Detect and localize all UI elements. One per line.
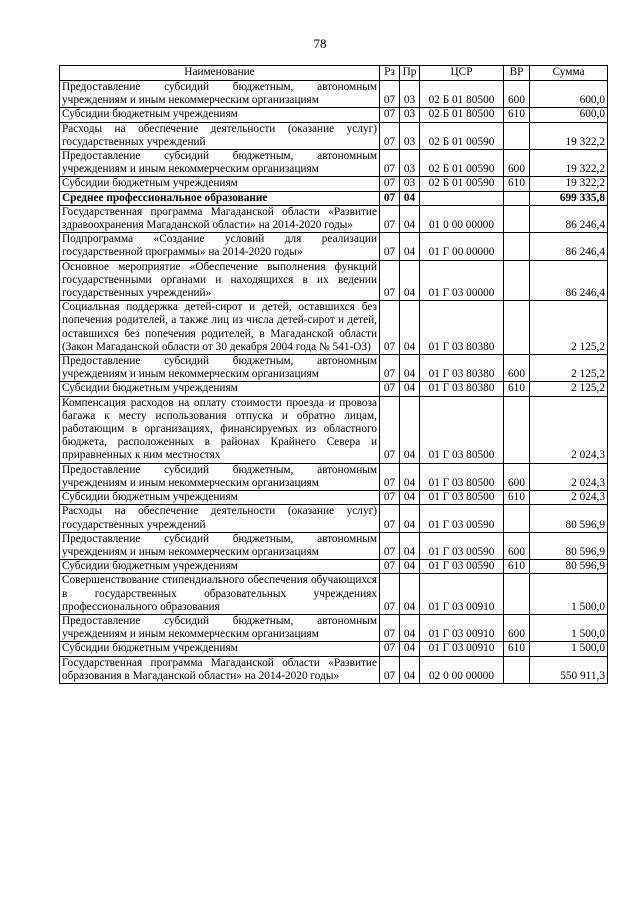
table-row: [60, 642, 608, 656]
cell-sum: 1 500,0: [530, 574, 608, 615]
cell-csr: 01 Г 00 00000: [420, 233, 504, 260]
table-row: [60, 396, 608, 463]
cell-sum: 19 322,2: [530, 122, 608, 149]
cell-vr: [504, 191, 530, 205]
cell-csr: 01 0 00 00000: [420, 205, 504, 232]
cell-name: Расходы на обеспечение деятельности (оказание услуг) государственных учреждений: [60, 122, 380, 149]
page-number: 78: [313, 36, 327, 51]
cell-csr: 01 Г 03 80500: [420, 396, 504, 463]
table-row: [60, 532, 608, 559]
cell-sum: 80 596,9: [530, 532, 608, 559]
table-row: [60, 382, 608, 396]
table-row: [60, 355, 608, 382]
cell-vr: 610: [504, 177, 530, 191]
cell-rz: 07: [380, 260, 400, 301]
cell-pr: 04: [400, 205, 420, 232]
cell-vr: 600: [504, 150, 530, 177]
cell-csr: 01 Г 03 00000: [420, 260, 504, 301]
table-row: [60, 150, 608, 177]
budget-table: [59, 65, 608, 684]
cell-pr: 04: [400, 491, 420, 505]
cell-pr: 04: [400, 642, 420, 656]
cell-name: Социальная поддержка детей-сирот и детей, оставшихся без попечения родителей, а также лиц из числа детей-сирот и детей, оставшихся без попечения родителей, в Магаданской области (Закон Магаданской области от 30 декабря 2004 года № 541-ОЗ): [60, 301, 380, 355]
table-row: [60, 81, 608, 108]
cell-sum: 1 500,0: [530, 642, 608, 656]
cell-vr: [504, 233, 530, 260]
cell-pr: 04: [400, 396, 420, 463]
cell-pr: 03: [400, 177, 420, 191]
cell-rz: 07: [380, 642, 400, 656]
cell-vr: [504, 396, 530, 463]
cell-pr: 04: [400, 260, 420, 301]
cell-rz: 07: [380, 463, 400, 490]
cell-rz: 07: [380, 491, 400, 505]
header-sum: Сумма: [530, 66, 608, 81]
cell-name: Расходы на обеспечение деятельности (оказание услуг) государственных учреждений: [60, 505, 380, 532]
header-vr: ВР: [504, 66, 530, 81]
table-row: [60, 560, 608, 574]
cell-vr: 600: [504, 81, 530, 108]
cell-name: Среднее профессиональное образование: [60, 191, 380, 205]
cell-vr: 600: [504, 463, 530, 490]
cell-pr: 03: [400, 108, 420, 122]
cell-name: Предоставление субсидий бюджетным, автономным учреждениям и иным некоммерческим организациям: [60, 614, 380, 641]
cell-rz: 07: [380, 233, 400, 260]
table-row: [60, 191, 608, 205]
cell-rz: 07: [380, 560, 400, 574]
cell-vr: [504, 122, 530, 149]
cell-name: Компенсация расходов на оплату стоимости проезда и провоза багажа к месту использования отпуска и обратно лицам, работающим в организациях, финансируемых из областного бюджета, расположенных в районах Крайнего Севера и приравненных к ним местностях: [60, 396, 380, 463]
cell-sum: 600,0: [530, 108, 608, 122]
table-row: [60, 656, 608, 683]
cell-name: Субсидии бюджетным учреждениям: [60, 491, 380, 505]
table-row: [60, 463, 608, 490]
cell-sum: 86 246,4: [530, 233, 608, 260]
cell-sum: 2 125,2: [530, 382, 608, 396]
cell-pr: 04: [400, 301, 420, 355]
cell-rz: 07: [380, 614, 400, 641]
cell-rz: 07: [380, 150, 400, 177]
cell-csr: 02 Б 01 00590: [420, 177, 504, 191]
cell-pr: 04: [400, 233, 420, 260]
cell-sum: 2 024,3: [530, 491, 608, 505]
header-name: Наименование: [60, 66, 380, 81]
table-row: [60, 177, 608, 191]
cell-name: Предоставление субсидий бюджетным, автономным учреждениям и иным некоммерческим организациям: [60, 463, 380, 490]
table-row: [60, 614, 608, 641]
cell-csr: 02 0 00 00000: [420, 656, 504, 683]
table-row: [60, 505, 608, 532]
cell-vr: 600: [504, 614, 530, 641]
cell-pr: 03: [400, 150, 420, 177]
cell-vr: [504, 574, 530, 615]
cell-name: Субсидии бюджетным учреждениям: [60, 108, 380, 122]
cell-csr: 01 Г 03 80380: [420, 355, 504, 382]
cell-sum: 600,0: [530, 81, 608, 108]
cell-name: Подпрограмма «Создание условий для реализации государственной программы» на 2014-2020 годы»: [60, 233, 380, 260]
cell-vr: [504, 205, 530, 232]
cell-vr: [504, 301, 530, 355]
cell-sum: 80 596,9: [530, 505, 608, 532]
cell-vr: 600: [504, 532, 530, 559]
cell-vr: 610: [504, 642, 530, 656]
cell-csr: 01 Г 03 00910: [420, 574, 504, 615]
cell-pr: 04: [400, 382, 420, 396]
cell-pr: 04: [400, 505, 420, 532]
cell-rz: 07: [380, 656, 400, 683]
cell-pr: 03: [400, 81, 420, 108]
table-row: [60, 108, 608, 122]
cell-rz: 07: [380, 505, 400, 532]
cell-rz: 07: [380, 532, 400, 559]
table-row: [60, 574, 608, 615]
cell-csr: 02 Б 01 00590: [420, 122, 504, 149]
cell-pr: 04: [400, 463, 420, 490]
header-csr: ЦСР: [420, 66, 504, 81]
cell-pr: 04: [400, 656, 420, 683]
cell-sum: 2 024,3: [530, 396, 608, 463]
cell-name: Основное мероприятие «Обеспечение выполнения функций государственными органами и находящихся в их ведении государственных учреждений»: [60, 260, 380, 301]
cell-vr: 600: [504, 355, 530, 382]
cell-vr: [504, 656, 530, 683]
cell-pr: 04: [400, 560, 420, 574]
cell-csr: 01 Г 03 80380: [420, 301, 504, 355]
cell-pr: 04: [400, 191, 420, 205]
cell-sum: 86 246,4: [530, 205, 608, 232]
cell-sum: 19 322,2: [530, 150, 608, 177]
cell-name: Субсидии бюджетным учреждениям: [60, 177, 380, 191]
table-row: [60, 260, 608, 301]
table-row: [60, 491, 608, 505]
cell-sum: 2 125,2: [530, 301, 608, 355]
cell-rz: 07: [380, 355, 400, 382]
cell-rz: 07: [380, 122, 400, 149]
cell-name: Предоставление субсидий бюджетным, автономным учреждениям и иным некоммерческим организациям: [60, 150, 380, 177]
cell-vr: [504, 260, 530, 301]
cell-sum: 550 911,3: [530, 656, 608, 683]
table-row: [60, 122, 608, 149]
cell-csr: 02 Б 01 00590: [420, 150, 504, 177]
cell-rz: 07: [380, 574, 400, 615]
cell-name: Предоставление субсидий бюджетным, автономным учреждениям и иным некоммерческим организациям: [60, 81, 380, 108]
cell-csr: 01 Г 03 80500: [420, 463, 504, 490]
cell-pr: 04: [400, 574, 420, 615]
cell-sum: 86 246,4: [530, 260, 608, 301]
cell-sum: 2 125,2: [530, 355, 608, 382]
header-rz: Рз: [380, 66, 400, 81]
cell-rz: 07: [380, 301, 400, 355]
header-pr: Пр: [400, 66, 420, 81]
cell-name: Субсидии бюджетным учреждениям: [60, 560, 380, 574]
cell-csr: 01 Г 03 80500: [420, 491, 504, 505]
cell-name: Государственная программа Магаданской области «Развитие здравоохранения Магаданской области» на 2014-2020 годы»: [60, 205, 380, 232]
cell-pr: 04: [400, 355, 420, 382]
cell-vr: 610: [504, 560, 530, 574]
cell-sum: 2 024,3: [530, 463, 608, 490]
cell-name: Предоставление субсидий бюджетным, автономным учреждениям и иным некоммерческим организациям: [60, 355, 380, 382]
cell-sum: 80 596,9: [530, 560, 608, 574]
cell-name: Субсидии бюджетным учреждениям: [60, 382, 380, 396]
cell-csr: 01 Г 03 00910: [420, 642, 504, 656]
table-header-row: [60, 66, 608, 81]
cell-rz: 07: [380, 108, 400, 122]
cell-csr: 01 Г 03 00910: [420, 614, 504, 641]
cell-name: Предоставление субсидий бюджетным, автономным учреждениям и иным некоммерческим организациям: [60, 532, 380, 559]
cell-rz: 07: [380, 382, 400, 396]
cell-name: Совершенствование стипендиального обеспечения обучающихся в государственных образовательных учреждениях профессионального образования: [60, 574, 380, 615]
cell-vr: [504, 505, 530, 532]
table-row: [60, 301, 608, 355]
cell-sum: 1 500,0: [530, 614, 608, 641]
cell-vr: 610: [504, 491, 530, 505]
cell-csr: 02 Б 01 80500: [420, 108, 504, 122]
cell-pr: 03: [400, 122, 420, 149]
cell-vr: 610: [504, 382, 530, 396]
cell-csr: 01 Г 03 00590: [420, 560, 504, 574]
cell-csr: 02 Б 01 80500: [420, 81, 504, 108]
cell-name: Государственная программа Магаданской области «Развитие образования в Магаданской области» на 2014-2020 годы»: [60, 656, 380, 683]
cell-vr: 610: [504, 108, 530, 122]
cell-sum: 19 322,2: [530, 177, 608, 191]
cell-pr: 04: [400, 614, 420, 641]
cell-csr: 01 Г 03 80380: [420, 382, 504, 396]
cell-csr: [420, 191, 504, 205]
cell-rz: 07: [380, 191, 400, 205]
cell-rz: 07: [380, 81, 400, 108]
cell-pr: 04: [400, 532, 420, 559]
table-body: [60, 81, 608, 684]
cell-csr: 01 Г 03 00590: [420, 505, 504, 532]
cell-rz: 07: [380, 177, 400, 191]
cell-name: Субсидии бюджетным учреждениям: [60, 642, 380, 656]
table-row: [60, 233, 608, 260]
table-row: [60, 205, 608, 232]
cell-csr: 01 Г 03 00590: [420, 532, 504, 559]
cell-rz: 07: [380, 396, 400, 463]
cell-sum: 699 335,8: [530, 191, 608, 205]
cell-rz: 07: [380, 205, 400, 232]
